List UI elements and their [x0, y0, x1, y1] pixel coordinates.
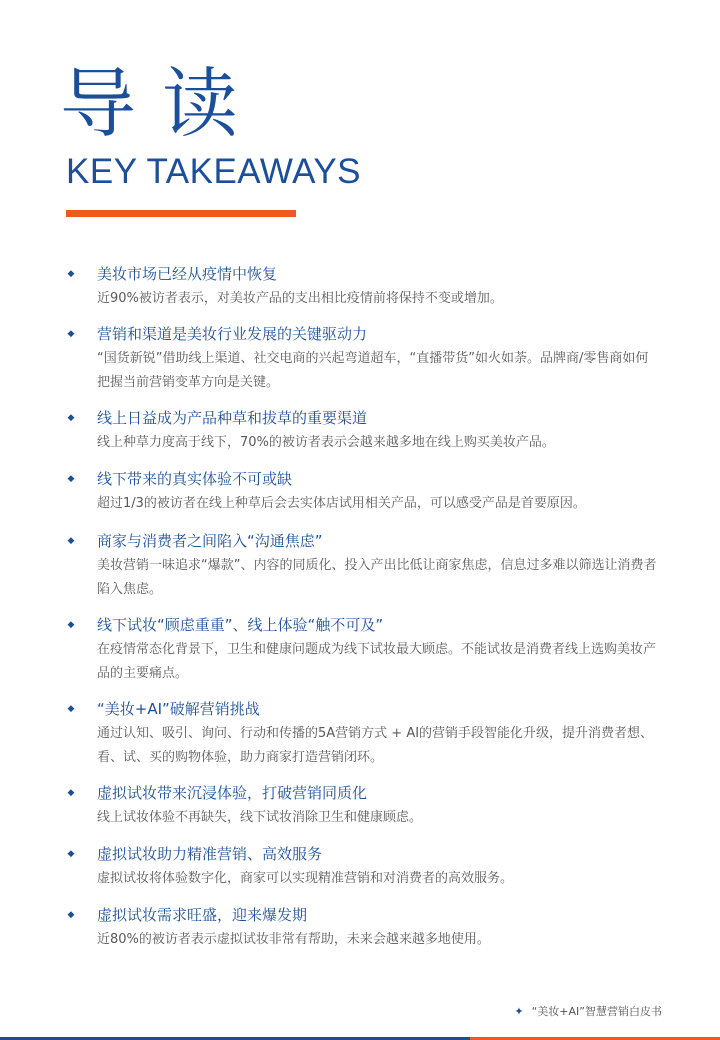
- takeaway-body: 线上种草力度高于线下，70%的被访者表示会越来越多地在线上购买美妆产品。: [97, 435, 555, 450]
- takeaway-title: 营销和渠道是美妆行业发展的关键驱动力: [97, 325, 368, 343]
- diamond-bullet-icon: ◆: [67, 910, 75, 920]
- takeaway-title: 虚拟试妆助力精准营销、高效服务: [97, 845, 323, 863]
- takeaway-body: 超过1/3的被访者在线上种草后会去实体店试用相关产品，可以感受产品是首要原因。: [97, 496, 586, 511]
- diamond-bullet-icon: ◆: [67, 413, 75, 423]
- sparkle-icon: ✦: [514, 1005, 524, 1018]
- footer-caption: [514, 1004, 662, 1020]
- takeaway-body: 近90%被访者表示，对美妆产品的支出相比疫情前将保持不变或增加。: [97, 291, 503, 306]
- takeaway-title: 线上日益成为产品种草和拔草的重要渠道: [97, 409, 368, 427]
- diamond-bullet-icon: ◆: [67, 329, 75, 339]
- footer-text: “美妆+AI”智慧营销白皮书: [531, 1005, 662, 1018]
- takeaway-body: 近80%的被访者表示虚拟试妆非常有帮助，未来会越来越多地使用。: [97, 932, 490, 947]
- takeaway-body: 通过认知、吸引、询问、行动和传播的5A营销方式 + AI的营销手段智能化升级，提升消费者想、看、试、买的购物体验，助力商家打造营销闭环。: [97, 726, 654, 765]
- diamond-bullet-icon: ◆: [67, 269, 75, 279]
- takeaway-title: “美妆+AI”破解营销挑战: [97, 700, 260, 718]
- diamond-bullet-icon: ◆: [67, 849, 75, 859]
- diamond-bullet-icon: ◆: [67, 536, 75, 546]
- takeaway-title: 虚拟试妆需求旺盛，迎来爆发期: [97, 906, 308, 924]
- takeaway-title: 虚拟试妆带来沉浸体验，打破营销同质化: [97, 784, 368, 802]
- takeaway-title: 线下带来的真实体验不可或缺: [97, 470, 293, 488]
- takeaway-title: 商家与消费者之间陷入“沟通焦虑”: [97, 532, 323, 550]
- title-underline: [66, 210, 296, 217]
- takeaway-body: 在疫情常态化背景下，卫生和健康问题成为线下试妆最大顾虑。不能试妆是消费者线上选购美妆产品的主要痛点。: [97, 642, 657, 681]
- diamond-bullet-icon: ◆: [67, 620, 75, 630]
- takeaway-title: 线下试妆“顾虑重重”、线上体验“触不可及”: [97, 616, 384, 634]
- takeaway-body: 线上试妆体验不再缺失，线下试妆消除卫生和健康顾虑。: [97, 810, 423, 825]
- diamond-bullet-icon: ◆: [67, 474, 75, 484]
- takeaway-body: “国货新锐”借助线上渠道、社交电商的兴起弯道超车，“直播带货”如火如荼。品牌商/零售商如何把握当前营销变革方向是关键。: [97, 351, 649, 390]
- page-subtitle: KEY TAKEAWAYS: [66, 152, 362, 191]
- diamond-bullet-icon: ◆: [67, 704, 75, 714]
- diamond-bullet-icon: ◆: [67, 788, 75, 798]
- takeaway-title: 美妆市场已经从疫情中恢复: [97, 265, 278, 283]
- takeaway-body: 美妆营销一味追求“爆款”、内容的同质化、投入产出比低让商家焦虑，信息过多难以筛选让消费者陷入焦虑。: [97, 558, 657, 597]
- takeaway-body: 虚拟试妆将体验数字化，商家可以实现精准营销和对消费者的高效服务。: [97, 871, 514, 886]
- page-title: 导读: [60, 59, 264, 148]
